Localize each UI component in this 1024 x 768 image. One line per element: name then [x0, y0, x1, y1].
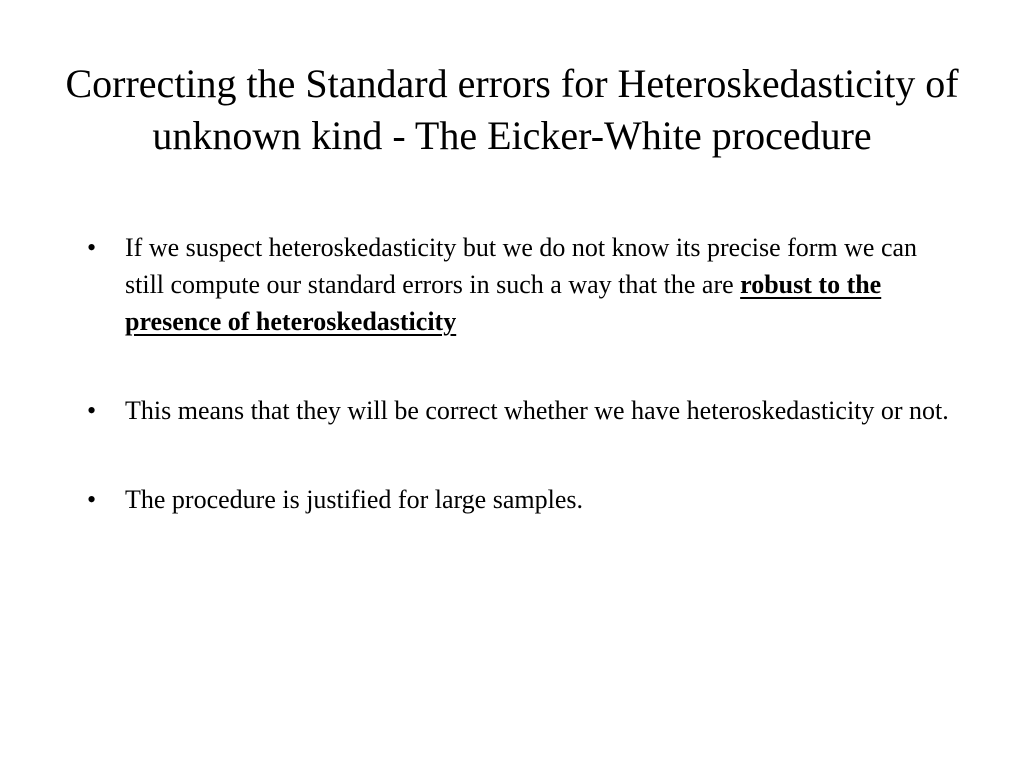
- bullet-list: [85, 229, 955, 570]
- bullet-text: The procedure is justified for large samples.: [125, 485, 583, 514]
- bullet-item: [85, 392, 955, 429]
- bullet-icon: •: [87, 396, 97, 425]
- slide-title: Correcting the Standard errors for Heteroskedasticity of unknown kind - The Eicker-White procedure: [65, 61, 959, 158]
- bullet-item: [85, 481, 955, 518]
- bullet-text: If we suspect heteroskedasticity but we do not know its precise form we can still compute our standard errors in such a way that the are: [125, 233, 918, 299]
- bullet-text: This means that they will be correct whether we have heteroskedasticity or not.: [125, 396, 949, 425]
- bullet-item: [85, 229, 955, 340]
- bullet-icon: •: [87, 485, 97, 514]
- bullet-icon: •: [87, 233, 97, 262]
- bullet-emphasis: robust to the presence of heteroskedasticity: [125, 270, 882, 336]
